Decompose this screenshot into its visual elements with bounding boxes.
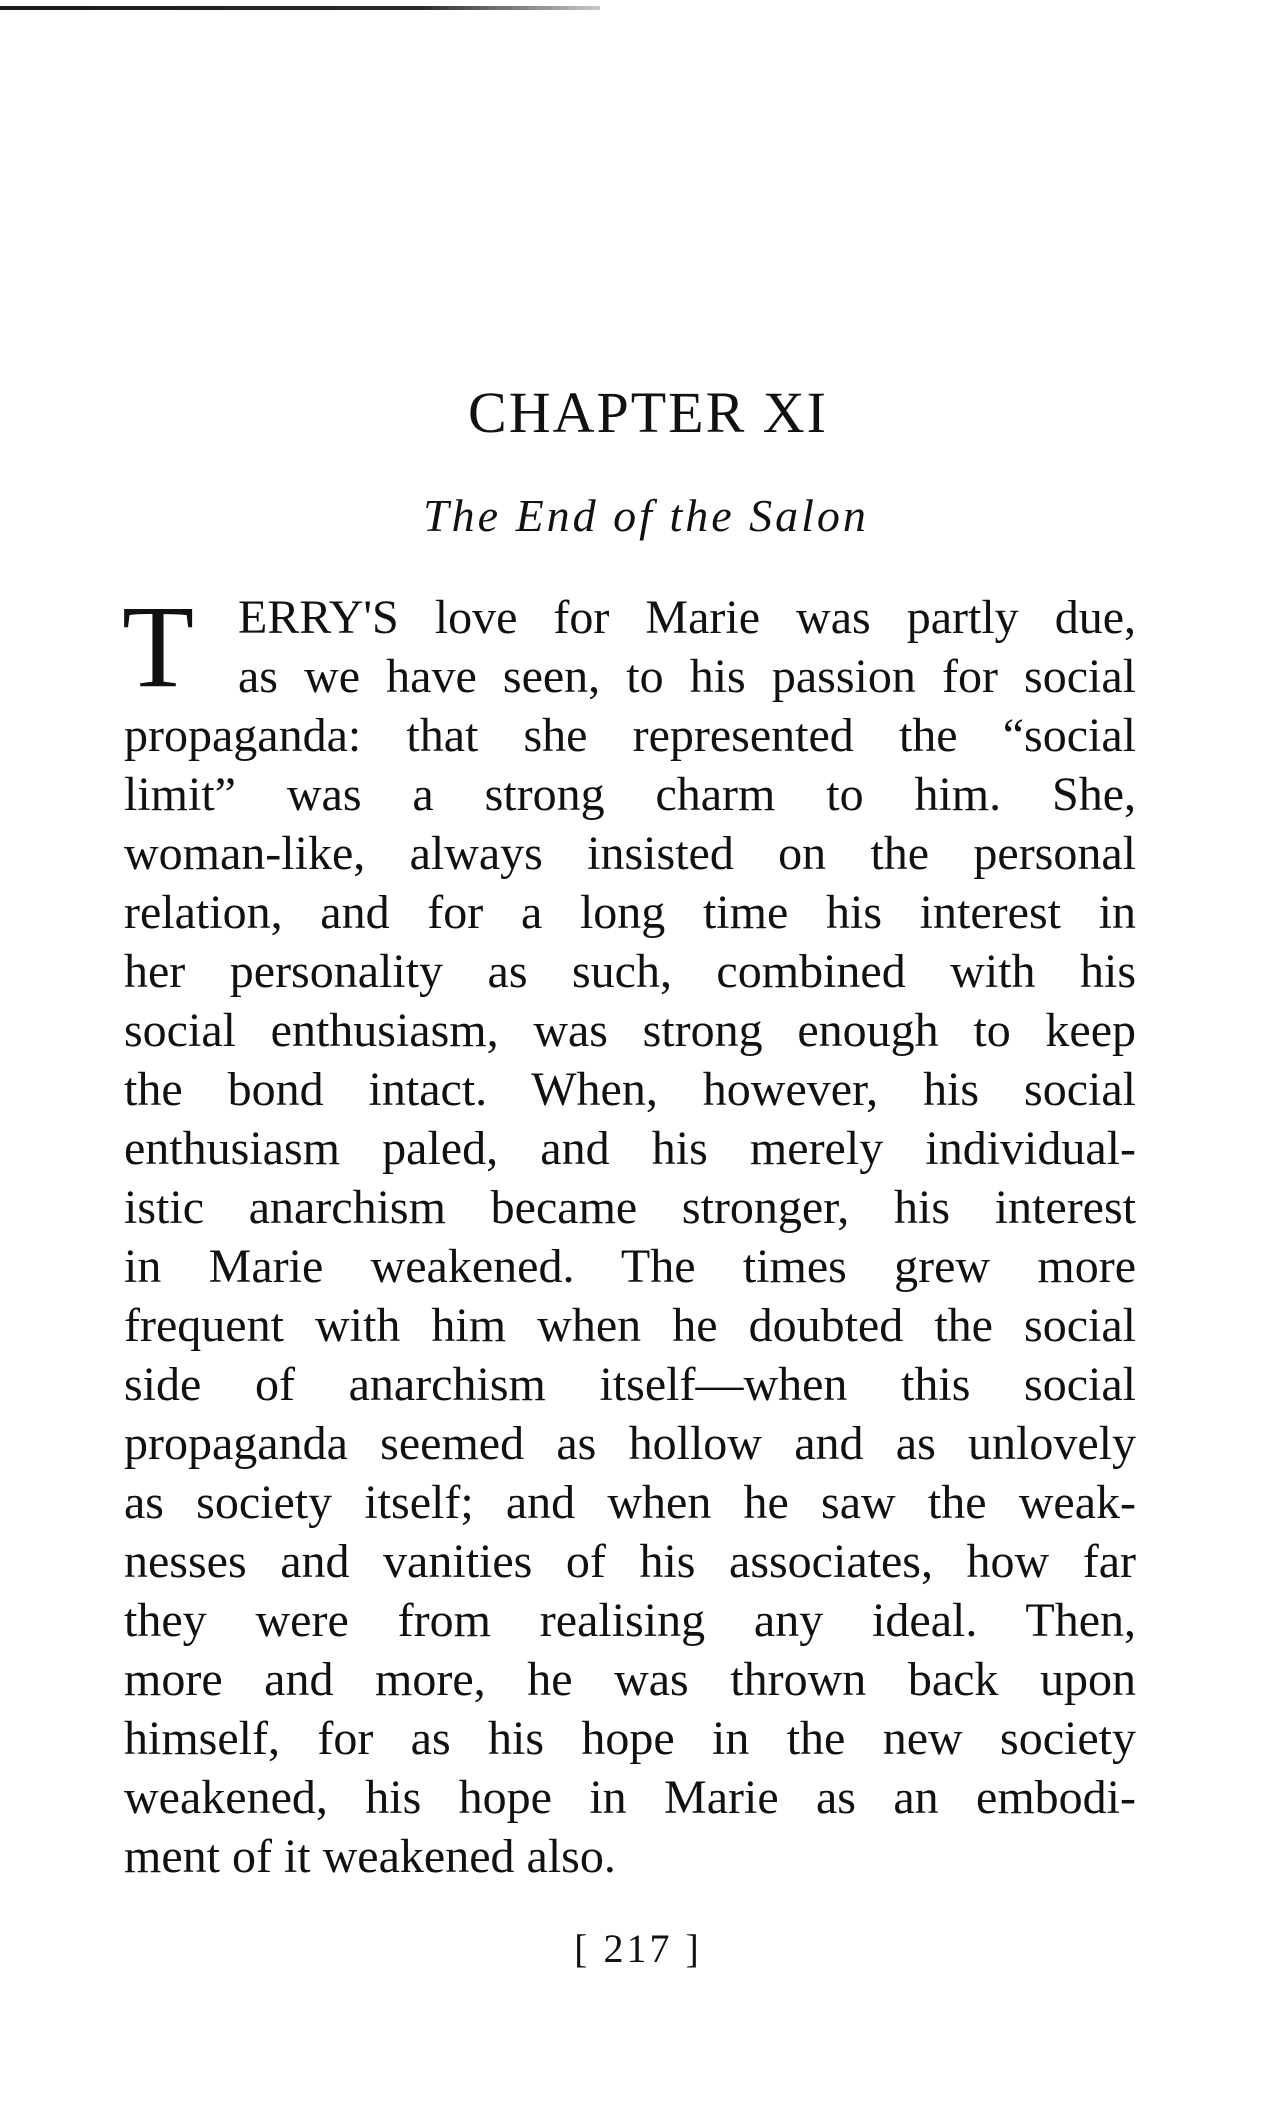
text-line: as society itself; and when he saw the weak- — [124, 1476, 1136, 1529]
text-line: woman-like, always insisted on the personal — [124, 827, 1136, 880]
text-line: propaganda seemed as hollow and as unlovely — [124, 1417, 1136, 1470]
chapter-subtitle: The End of the Salon — [423, 490, 869, 541]
text-line: side of anarchism itself—when this social — [124, 1358, 1136, 1411]
text-line: nesses and vanities of his associates, how far — [124, 1535, 1136, 1588]
text-line: in Marie weakened. The times grew more — [124, 1240, 1136, 1293]
body-text — [122, 581, 1136, 1886]
text-line: enthusiasm paled, and his merely individual- — [124, 1122, 1136, 1175]
text-line: relation, and for a long time his interest in — [124, 886, 1136, 939]
text-line: as we have seen, to his passion for social — [238, 650, 1136, 703]
text-line: himself, for as his hope in the new society — [124, 1712, 1136, 1765]
text-line: her personality as such, combined with his — [124, 945, 1136, 998]
text-line: weakened, his hope in Marie as an embodi- — [124, 1771, 1136, 1824]
text-line: the bond intact. When, however, his social — [124, 1063, 1136, 1116]
drop-cap: T — [122, 581, 195, 712]
chapter-heading: CHAPTER XI — [468, 380, 828, 445]
text-line: more and more, he was thrown back upon — [124, 1653, 1136, 1706]
text-line: social enthusiasm, was strong enough to keep — [124, 1004, 1136, 1057]
text-line: limit” was a strong charm to him. She, — [124, 768, 1136, 821]
text-line: frequent with him when he doubted the social — [124, 1299, 1136, 1352]
page-number: [ 217 ] — [574, 1926, 702, 1971]
text-line: propaganda: that she represented the “social — [124, 709, 1136, 762]
text-line: istic anarchism became stronger, his interest — [124, 1181, 1136, 1234]
text-line: they were from realising any ideal. Then, — [124, 1594, 1136, 1647]
text-line: ERRY'S love for Marie was partly due, — [238, 591, 1136, 644]
top-rule — [0, 6, 600, 10]
text-line: ment of it weakened also. — [124, 1830, 616, 1883]
